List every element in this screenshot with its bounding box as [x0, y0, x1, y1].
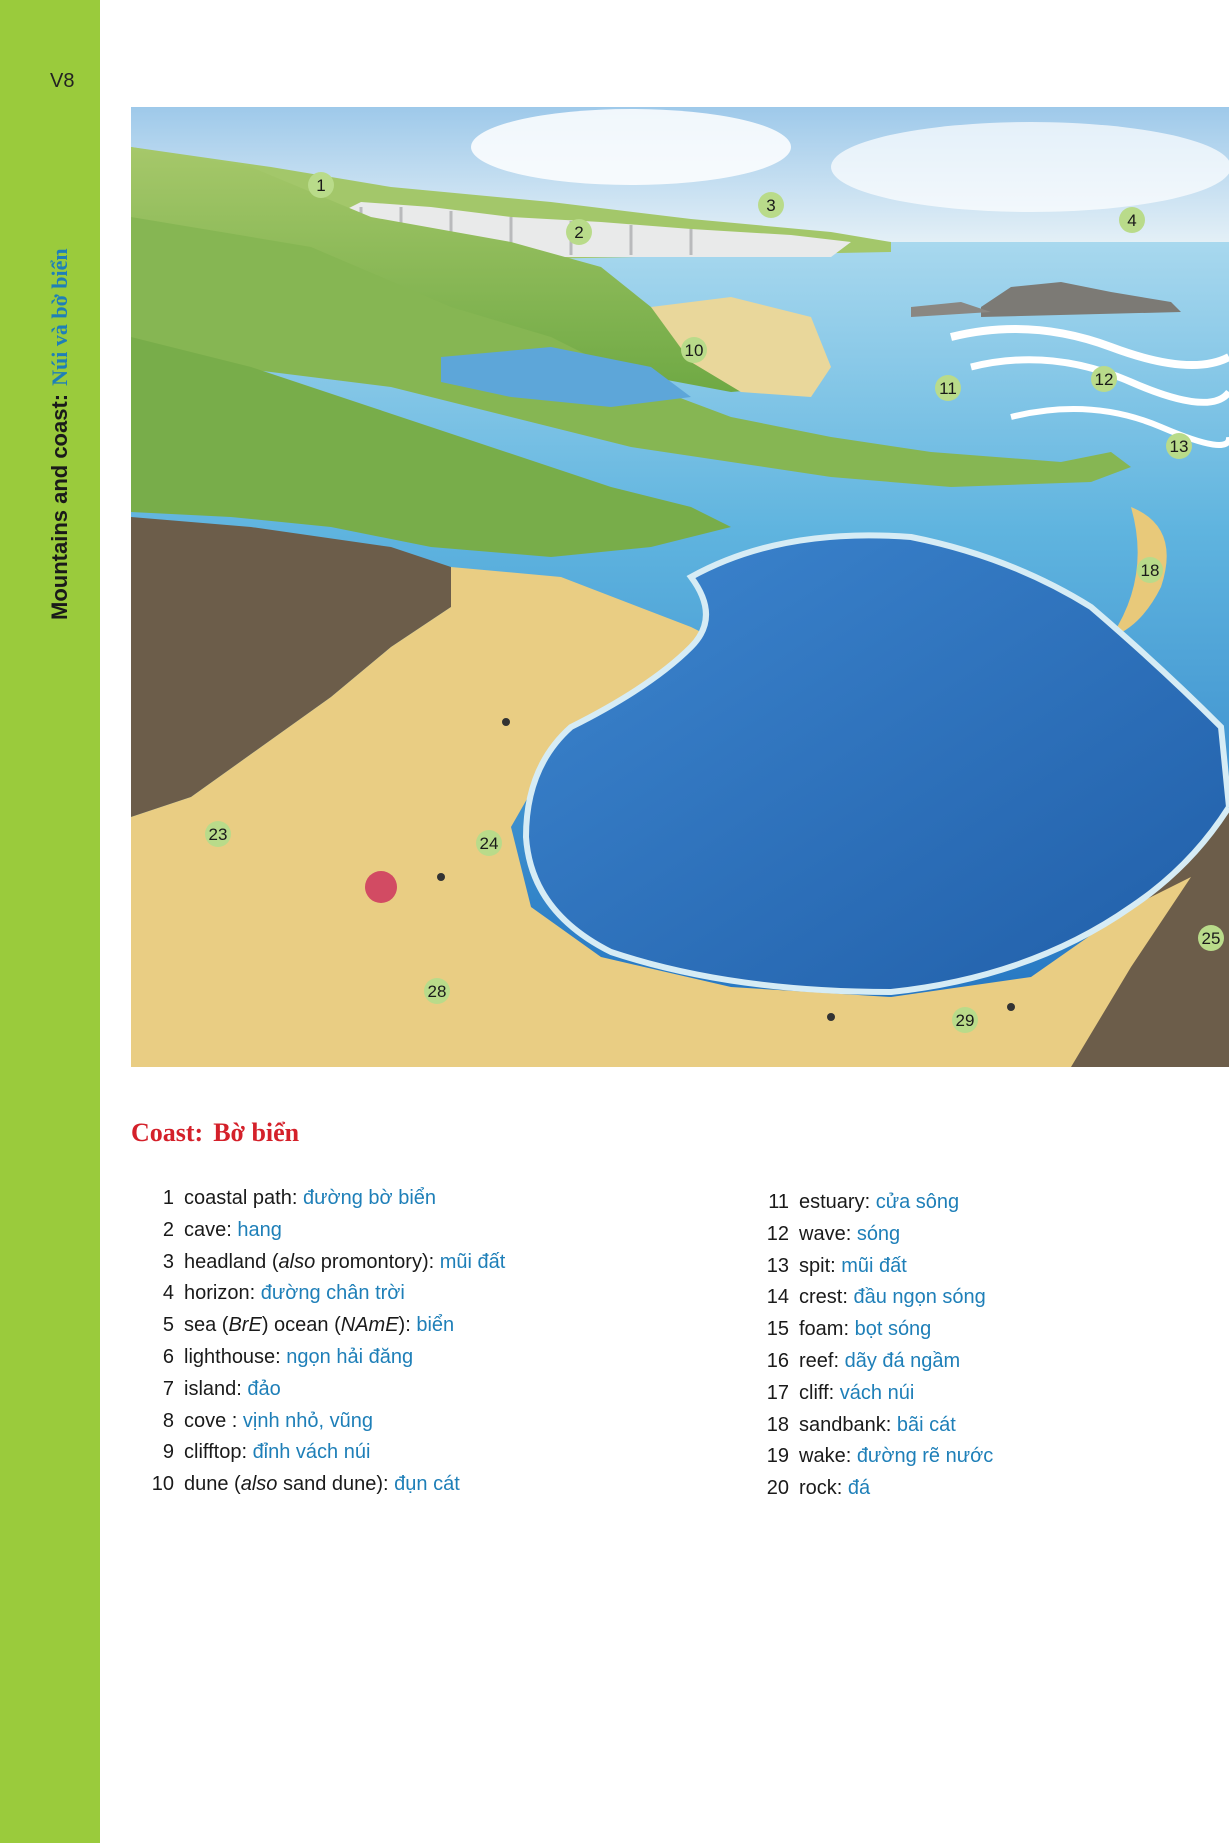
svg-text:4: 4 [1127, 211, 1137, 230]
term-number: 17 [766, 1381, 789, 1404]
term-vietnamese: sóng [856, 1222, 901, 1245]
svg-text:13: 13 [1169, 437, 1189, 456]
svg-text:25: 25 [1201, 929, 1221, 948]
term-vietnamese: biển [416, 1314, 455, 1337]
term-number: 16 [766, 1349, 789, 1372]
term-english: BrE [228, 1314, 262, 1337]
term-english: spit: [799, 1254, 842, 1277]
term-english: wake: [799, 1445, 857, 1468]
scene-label [1198, 925, 1224, 951]
svg-text:2: 2 [574, 223, 584, 242]
scene-label [205, 821, 231, 847]
heading-en: Coast: [131, 1118, 204, 1147]
term-number: 14 [766, 1286, 789, 1309]
term-number: 20 [766, 1477, 789, 1500]
term-vietnamese: bọt sóng [854, 1318, 932, 1341]
svg-text:11: 11 [939, 379, 957, 398]
scene-label [1119, 207, 1145, 233]
term-row [755, 1441, 993, 1473]
term-row [140, 1247, 505, 1279]
term-english: promontory): [315, 1250, 440, 1273]
term-vietnamese: đường bờ biển [302, 1187, 437, 1209]
term-row [140, 1437, 505, 1469]
svg-text:28: 28 [427, 982, 447, 1001]
term-number: 7 [162, 1377, 174, 1400]
scene-label [758, 192, 784, 218]
scene-label [566, 219, 592, 245]
term-number: 6 [162, 1345, 174, 1368]
term-english: headland ( [184, 1250, 279, 1273]
section-heading [131, 1118, 299, 1148]
scene-label [935, 375, 961, 401]
term-vietnamese: đảo [247, 1377, 281, 1400]
term-vietnamese: mũi đất [439, 1250, 506, 1273]
term-row [755, 1473, 993, 1505]
svg-text:10: 10 [684, 341, 704, 360]
svg-text:3: 3 [766, 196, 776, 215]
term-vietnamese: đá [847, 1477, 871, 1500]
term-number: 19 [766, 1445, 789, 1468]
term-english: cliff: [799, 1381, 840, 1404]
term-row [755, 1410, 993, 1442]
term-english: sand dune): [277, 1473, 395, 1496]
chapter-title-en: Mountains and coast: [47, 393, 72, 620]
term-vietnamese: vách núi [839, 1381, 915, 1404]
term-row [140, 1374, 505, 1406]
term-number: 8 [162, 1409, 174, 1432]
terms-right-column [755, 1187, 993, 1505]
scene-label [952, 1007, 978, 1033]
sidebar-band [0, 0, 100, 1843]
scene-label [424, 978, 450, 1004]
term-row [140, 1278, 505, 1310]
term-number: 4 [162, 1282, 174, 1305]
scene-label [308, 172, 334, 198]
term-english: foam: [799, 1318, 855, 1341]
heading-vn: Bờ biển [213, 1118, 300, 1147]
term-english: ) ocean ( [261, 1314, 341, 1337]
term-vietnamese: đỉnh vách núi [252, 1441, 371, 1464]
term-row [755, 1314, 993, 1346]
term-english: clifftop: [184, 1441, 253, 1464]
term-number: 18 [766, 1413, 789, 1436]
term-english: dune ( [184, 1473, 241, 1496]
scene-label [1137, 557, 1163, 583]
term-vietnamese: đường rẽ nước [856, 1445, 994, 1468]
svg-text:12: 12 [1094, 370, 1114, 389]
term-number: 3 [162, 1250, 174, 1273]
terms-left-column [140, 1183, 505, 1501]
term-english: reef: [799, 1349, 845, 1372]
term-row [140, 1342, 505, 1374]
term-row [140, 1469, 505, 1501]
term-english: rock: [799, 1477, 848, 1500]
term-english: NAmE [340, 1314, 399, 1337]
term-vietnamese: bãi cát [896, 1413, 956, 1436]
term-row [755, 1346, 993, 1378]
svg-text:18: 18 [1140, 561, 1160, 580]
term-row [140, 1406, 505, 1438]
term-row [140, 1183, 505, 1215]
term-number: 2 [162, 1218, 174, 1241]
term-vietnamese: hang [237, 1218, 282, 1241]
term-row [755, 1251, 993, 1283]
svg-text:23: 23 [208, 825, 228, 844]
term-number: 10 [151, 1473, 174, 1496]
term-number: 5 [162, 1314, 174, 1337]
term-vietnamese: dãy đá ngầm [844, 1349, 961, 1372]
term-english: horizon: [184, 1282, 261, 1305]
term-row [140, 1310, 505, 1342]
term-vietnamese: cửa sông [875, 1191, 960, 1213]
scene-label [1166, 433, 1192, 459]
term-number: 9 [162, 1441, 174, 1464]
scene-label [1091, 366, 1117, 392]
term-english: island: [184, 1377, 248, 1400]
term-english: sandbank: [799, 1413, 897, 1436]
term-row [755, 1378, 993, 1410]
term-english: cove : [184, 1409, 243, 1432]
term-vietnamese: vịnh nhỏ, vũng [242, 1409, 374, 1432]
coast-illustration [131, 107, 1229, 1067]
term-number: 12 [766, 1222, 789, 1245]
term-english: also [278, 1250, 316, 1273]
term-english: wave: [799, 1222, 857, 1245]
term-english: lighthouse: [184, 1345, 287, 1368]
svg-text:24: 24 [479, 834, 499, 853]
term-number: 11 [768, 1191, 789, 1213]
term-vietnamese: mũi đất [841, 1254, 907, 1277]
term-english: also [240, 1473, 278, 1496]
term-row [755, 1282, 993, 1314]
term-row [755, 1219, 993, 1251]
term-vietnamese: ngọn hải đăng [286, 1345, 414, 1368]
page-number: V8 [50, 70, 75, 92]
term-english: ): [398, 1314, 417, 1337]
term-english: estuary: [799, 1191, 876, 1213]
chapter-title-vn: Núi và bờ biển [47, 248, 72, 386]
term-english: coastal path: [184, 1187, 303, 1209]
scene-label [681, 337, 707, 363]
term-number: 13 [766, 1254, 789, 1277]
term-vietnamese: đường chân trời [260, 1282, 405, 1305]
term-row [755, 1187, 993, 1219]
term-vietnamese: đầu ngọn sóng [853, 1286, 986, 1309]
chapter-title [47, 248, 73, 620]
scene-label [476, 830, 502, 856]
term-number: 1 [162, 1187, 174, 1209]
svg-text:29: 29 [955, 1011, 975, 1030]
svg-text:1: 1 [316, 176, 326, 195]
term-english: cave: [184, 1218, 238, 1241]
term-vietnamese: đụn cát [394, 1473, 460, 1496]
term-english: sea ( [184, 1314, 229, 1337]
term-english: crest: [799, 1286, 854, 1309]
term-number: 15 [766, 1318, 789, 1341]
term-row [140, 1215, 505, 1247]
